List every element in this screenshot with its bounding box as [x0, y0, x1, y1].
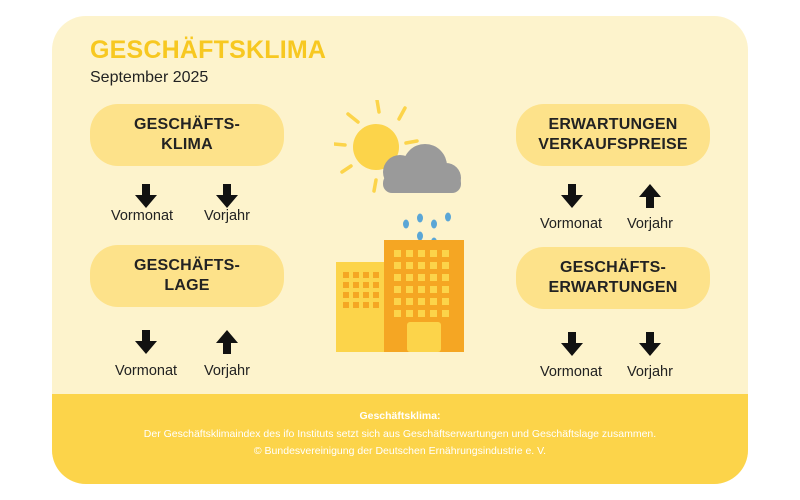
infographic-card [52, 16, 748, 484]
arrow-down-icon [558, 182, 586, 210]
indicator-klima-vorjahr-label: Vorjahr [204, 208, 250, 224]
arrow-down-icon [636, 330, 664, 358]
indicator-erwartungen-vorjahr-label: Vorjahr [627, 364, 673, 380]
indicator-preise-title [516, 104, 710, 166]
arrow-up-icon [213, 328, 241, 356]
page-title: GESCHÄFTSKLIMA [90, 36, 327, 64]
indicator-erwartungen-title-line2: ERWARTUNGEN [548, 279, 678, 296]
arrow-down-icon [132, 182, 160, 210]
indicator-erwartungen-title [516, 247, 710, 309]
indicator-erwartungen-title-line1: GESCHÄFTS- [560, 259, 666, 276]
indicator-preise-vormonat-label: Vormonat [540, 216, 603, 232]
indicator-lage-vormonat-label: Vormonat [115, 363, 178, 379]
footer-note [52, 394, 748, 484]
indicator-preise-title-line2: VERKAUFSPREISE [538, 136, 688, 153]
arrow-down-icon [558, 330, 586, 358]
indicator-lage-title [90, 245, 284, 307]
indicator-klima-vormonat-label: Vormonat [111, 208, 174, 224]
office-building-icon [336, 240, 464, 352]
indicator-erwartungen-vormonat-label: Vormonat [540, 364, 603, 380]
indicator-klima-title-line1: GESCHÄFTS- [134, 116, 240, 133]
indicator-lage-title-line1: GESCHÄFTS- [134, 257, 240, 274]
arrow-down-icon [132, 328, 160, 356]
footer-description: Der Geschäftsklimaindex des ifo Instituts setzt sich aus Geschäftserwartungen und Geschäftslage zusammen. [143, 428, 657, 440]
arrow-up-icon [636, 182, 664, 210]
indicator-preise-title-line1: ERWARTUNGEN [548, 116, 678, 133]
indicator-klima-title [90, 104, 284, 166]
indicator-preise-vorjahr-label: Vorjahr [627, 216, 673, 232]
footer-copyright: © Bundesvereinigung der Deutschen Ernährungsindustrie e. V. [253, 445, 547, 457]
footer-heading: Geschäftsklima: [359, 410, 441, 422]
indicator-klima-title-line2: KLIMA [161, 136, 213, 153]
arrow-down-icon [213, 182, 241, 210]
indicator-lage-title-line2: LAGE [164, 277, 210, 294]
weather-building-illustration [334, 100, 474, 360]
page-subtitle: September 2025 [90, 69, 209, 86]
indicator-lage-vorjahr-label: Vorjahr [204, 363, 250, 379]
